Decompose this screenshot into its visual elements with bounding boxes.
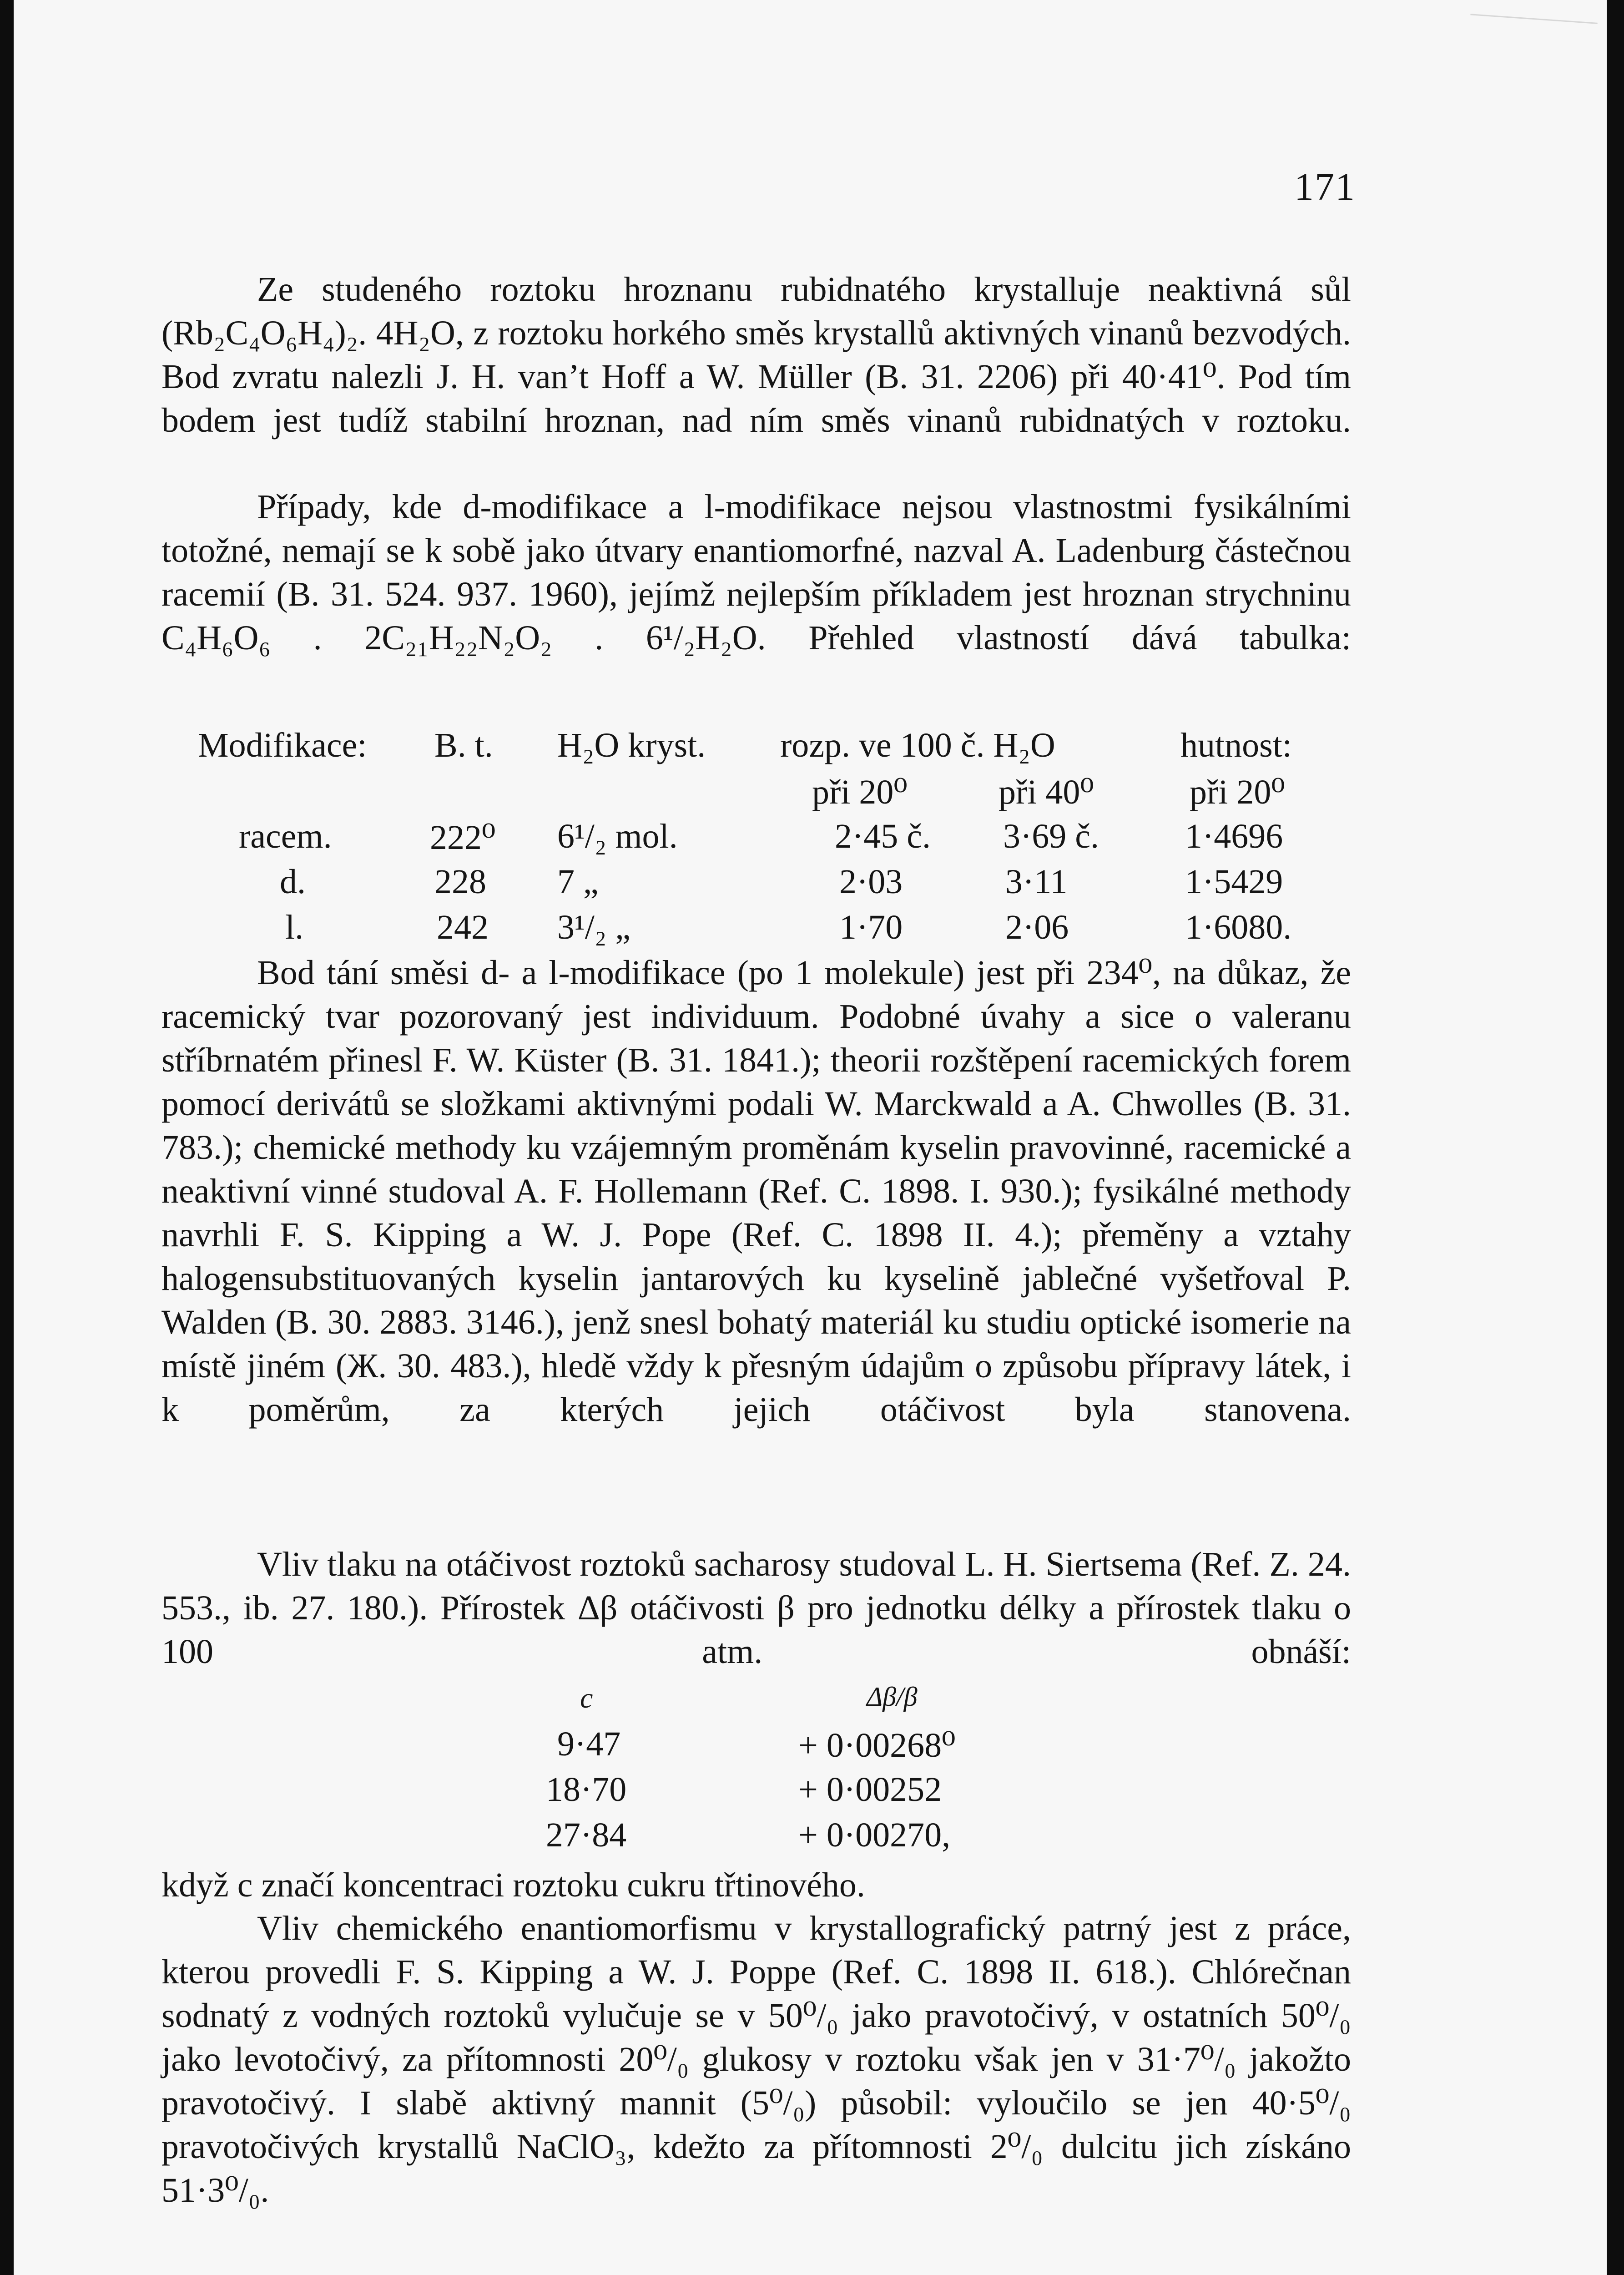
page-number: 171 <box>1294 165 1356 208</box>
row-water: 6¹/₂ mol. <box>557 817 678 855</box>
row-density: 1·4696 <box>1185 817 1283 855</box>
paragraph-partial-racemy: Případy, kde d-modifikace a l-modifikace nejsou vlastnostmi fysikálními totožné, nemají se k sobě jako útvary enantiomorfné, nazval A. Ladenburg částečnou racemií (B. 31. 524. 937. 1960), jejímž nejlepším příkladem jest hroznan strychninu C₄H₆O₆ . 2C₂₁H₂₂N₂O₂ . 6¹/₂H₂O. Přehled vlastností dává tabulka: <box>161 488 1351 657</box>
subheader-hutnost-20: při 20⁰ <box>1190 773 1285 811</box>
row-solubility-20: 2·45 č. <box>835 817 931 855</box>
row-solubility-40: 2·06 <box>1005 908 1069 946</box>
subheader-rozp-20: při 20⁰ <box>812 773 908 811</box>
row-name: racem. <box>239 817 332 855</box>
header-modifikace: Modifikace: <box>198 726 367 764</box>
row-name: d. <box>280 863 306 901</box>
row-density: 1·6080. <box>1185 908 1292 946</box>
row-solubility-20: 2·03 <box>839 863 903 901</box>
subheader-rozp-40: při 40⁰ <box>999 773 1094 811</box>
header-delta-beta: Δβ/β <box>867 1682 918 1712</box>
row-concentration: 18·70 <box>546 1770 627 1809</box>
paragraph-pressure-rotation: Vliv tlaku na otáčivost roztoků sacharosy studoval L. H. Siertsema (Ref. Z. 24. 553., ib. 27. 180.). Přírostek Δβ otáčivosti β pro jednotku délky a přírostek tlaku o 100 atm. obnáší: <box>161 1545 1351 1671</box>
row-delta-beta: + 0·00252 <box>798 1770 942 1809</box>
table-header-row <box>161 726 1351 771</box>
scan-smudge <box>1468 14 1598 51</box>
row-density: 1·5429 <box>1185 863 1283 901</box>
header-density: hutnost: <box>1180 726 1292 764</box>
paragraph-rubidium-racemate: Ze studeného roztoku hroznanu rubidnatého krystalluje neaktivná sůl (Rb₂C₄O₆H₄)₂. 4H₂O, z roztoku horkého směs krystallů aktivných vinanů bezvodých. Bod zvratu nalezli J. H. van’t Hoff a W. Müller (B. 31. 2206) při 40·41⁰. Pod tím bodem jest tudíž stabilní hroznan, nad ním směs vinanů rubidnatých v roztoku. <box>161 270 1351 440</box>
paragraph-concentration-note: když c značí koncentraci roztoku cukru třtinového. <box>161 1866 865 1904</box>
row-melting-point: 222⁰ <box>430 819 496 857</box>
header-water: H₂O kryst. <box>557 726 706 764</box>
row-water: 7 „ <box>557 863 599 901</box>
table-row <box>161 908 1351 953</box>
row-melting-point: 242 <box>437 908 489 946</box>
paragraph-enantiomorphism: Vliv chemického enantiomorfismu v krystallografický patrný jest z práce, kterou provedli F. S. Kipping a W. J. Poppe (Ref. C. 1898 II. 618.). Chlórečnan sodnatý z vodných roztoků vylučuje se v 50⁰/₀ jako pravotočivý, v ostatních 50⁰/₀ jako levotočivý, za přítomnosti 20⁰/₀ glukosy v roztoku však jen v 31·7⁰/₀ jakožto pravotočivý. I slabě aktivný mannit (5⁰/₀) působil: vyloučilo se jen 40·5⁰/₀ pravotočivých krystallů NaClO₃, kdežto za přítomnosti 2⁰/₀ dulcitu jich získáno 51·3⁰/₀. <box>161 1909 1351 2209</box>
row-concentration: 9·47 <box>557 1725 621 1763</box>
paragraph-racemic-studies: Bod tání směsi d- a l-modifikace (po 1 molekule) jest při 234⁰, na důkaz, že racemický tvar pozorovaný jest individuum. Podobné úvahy a sice o valeranu stříbrnatém přinesl F. W. Küster (B. 31. 1841.); theorii rozštěpení racemických forem pomocí derivátů se složkami aktivnými podali W. Marckwald a A. Chwolles (B. 31. 783.); chemické methody ku vzájemným proměnám kyselin pravovinné, racemické a neaktivní vinné studoval A. F. Hollemann (Ref. C. 1898. I. 930.); fysikálné methody navrhli F. S. Kipping a W. J. Pope (Ref. C. 1898 II. 4.); přeměny a vztahy halogensubstituovaných kyselin jantarových ku kyselině jablečné vyšetřoval P. Walden (B. 30. 2883. 3146.), jenž snesl bohatý materiál ku studiu optické isomerie na místě jiném (Ж. 30. 483.), hledě vždy k přesným údajům o způsobu přípravy látek, i k poměrům, za kterých jejich otáčivost byla stanovena. <box>161 954 1351 1429</box>
header-melting-point: B. t. <box>434 726 493 764</box>
row-delta-beta: + 0·00270, <box>798 1816 951 1854</box>
table-row <box>161 862 1351 908</box>
row-delta-beta: + 0·00268⁰ <box>798 1726 956 1764</box>
header-concentration: c <box>580 1682 593 1714</box>
row-name: l. <box>285 908 304 946</box>
row-solubility-20: 1·70 <box>839 908 903 946</box>
scan-border-left <box>0 0 14 2275</box>
table-subheader-row <box>161 771 1351 817</box>
row-solubility-40: 3·69 č. <box>1003 817 1099 855</box>
row-melting-point: 228 <box>434 863 486 901</box>
table-row <box>161 817 1351 862</box>
row-solubility-40: 3·11 <box>1005 863 1068 901</box>
row-water: 3¹/₂ „ <box>557 908 631 946</box>
header-solubility: rozp. ve 100 č. H₂O <box>780 726 1055 764</box>
row-concentration: 27·84 <box>546 1816 627 1854</box>
scan-border-right <box>1607 0 1624 2275</box>
